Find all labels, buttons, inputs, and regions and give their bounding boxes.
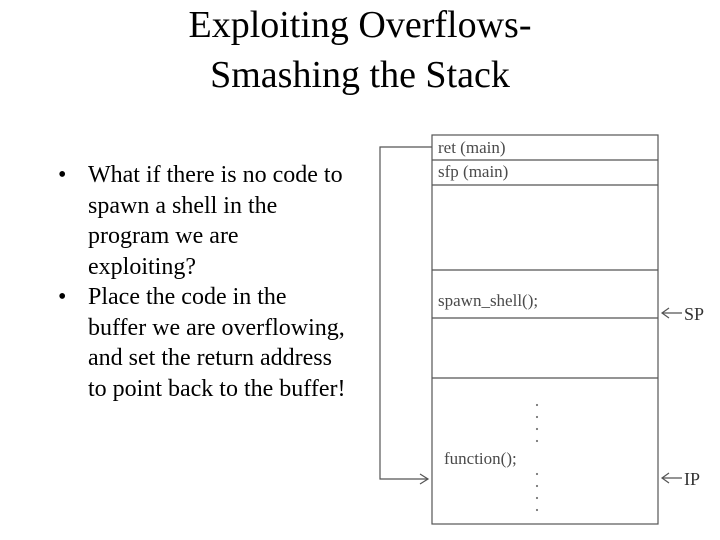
sp-label: SP	[684, 304, 705, 324]
function-call-label: function();	[444, 449, 517, 468]
title-line-2: Smashing the Stack	[210, 54, 510, 96]
spawn-shell-label: spawn_shell();	[438, 291, 539, 310]
ip-label: IP	[684, 469, 701, 489]
title-line-1: Exploiting Overflows-	[188, 4, 532, 46]
execution-dots	[536, 404, 538, 511]
bullet-item: • What if there is no code to spawn a shell in the program we are exploiting?	[58, 160, 348, 282]
sfp-main-label: sfp (main)	[438, 162, 509, 181]
bullet-item: • Place the code in the buffer we are overflowing, and set the return address to point back to the buffer!	[58, 282, 348, 404]
return-address-arrow	[380, 147, 432, 479]
ret-main-label: ret (main)	[438, 138, 506, 157]
